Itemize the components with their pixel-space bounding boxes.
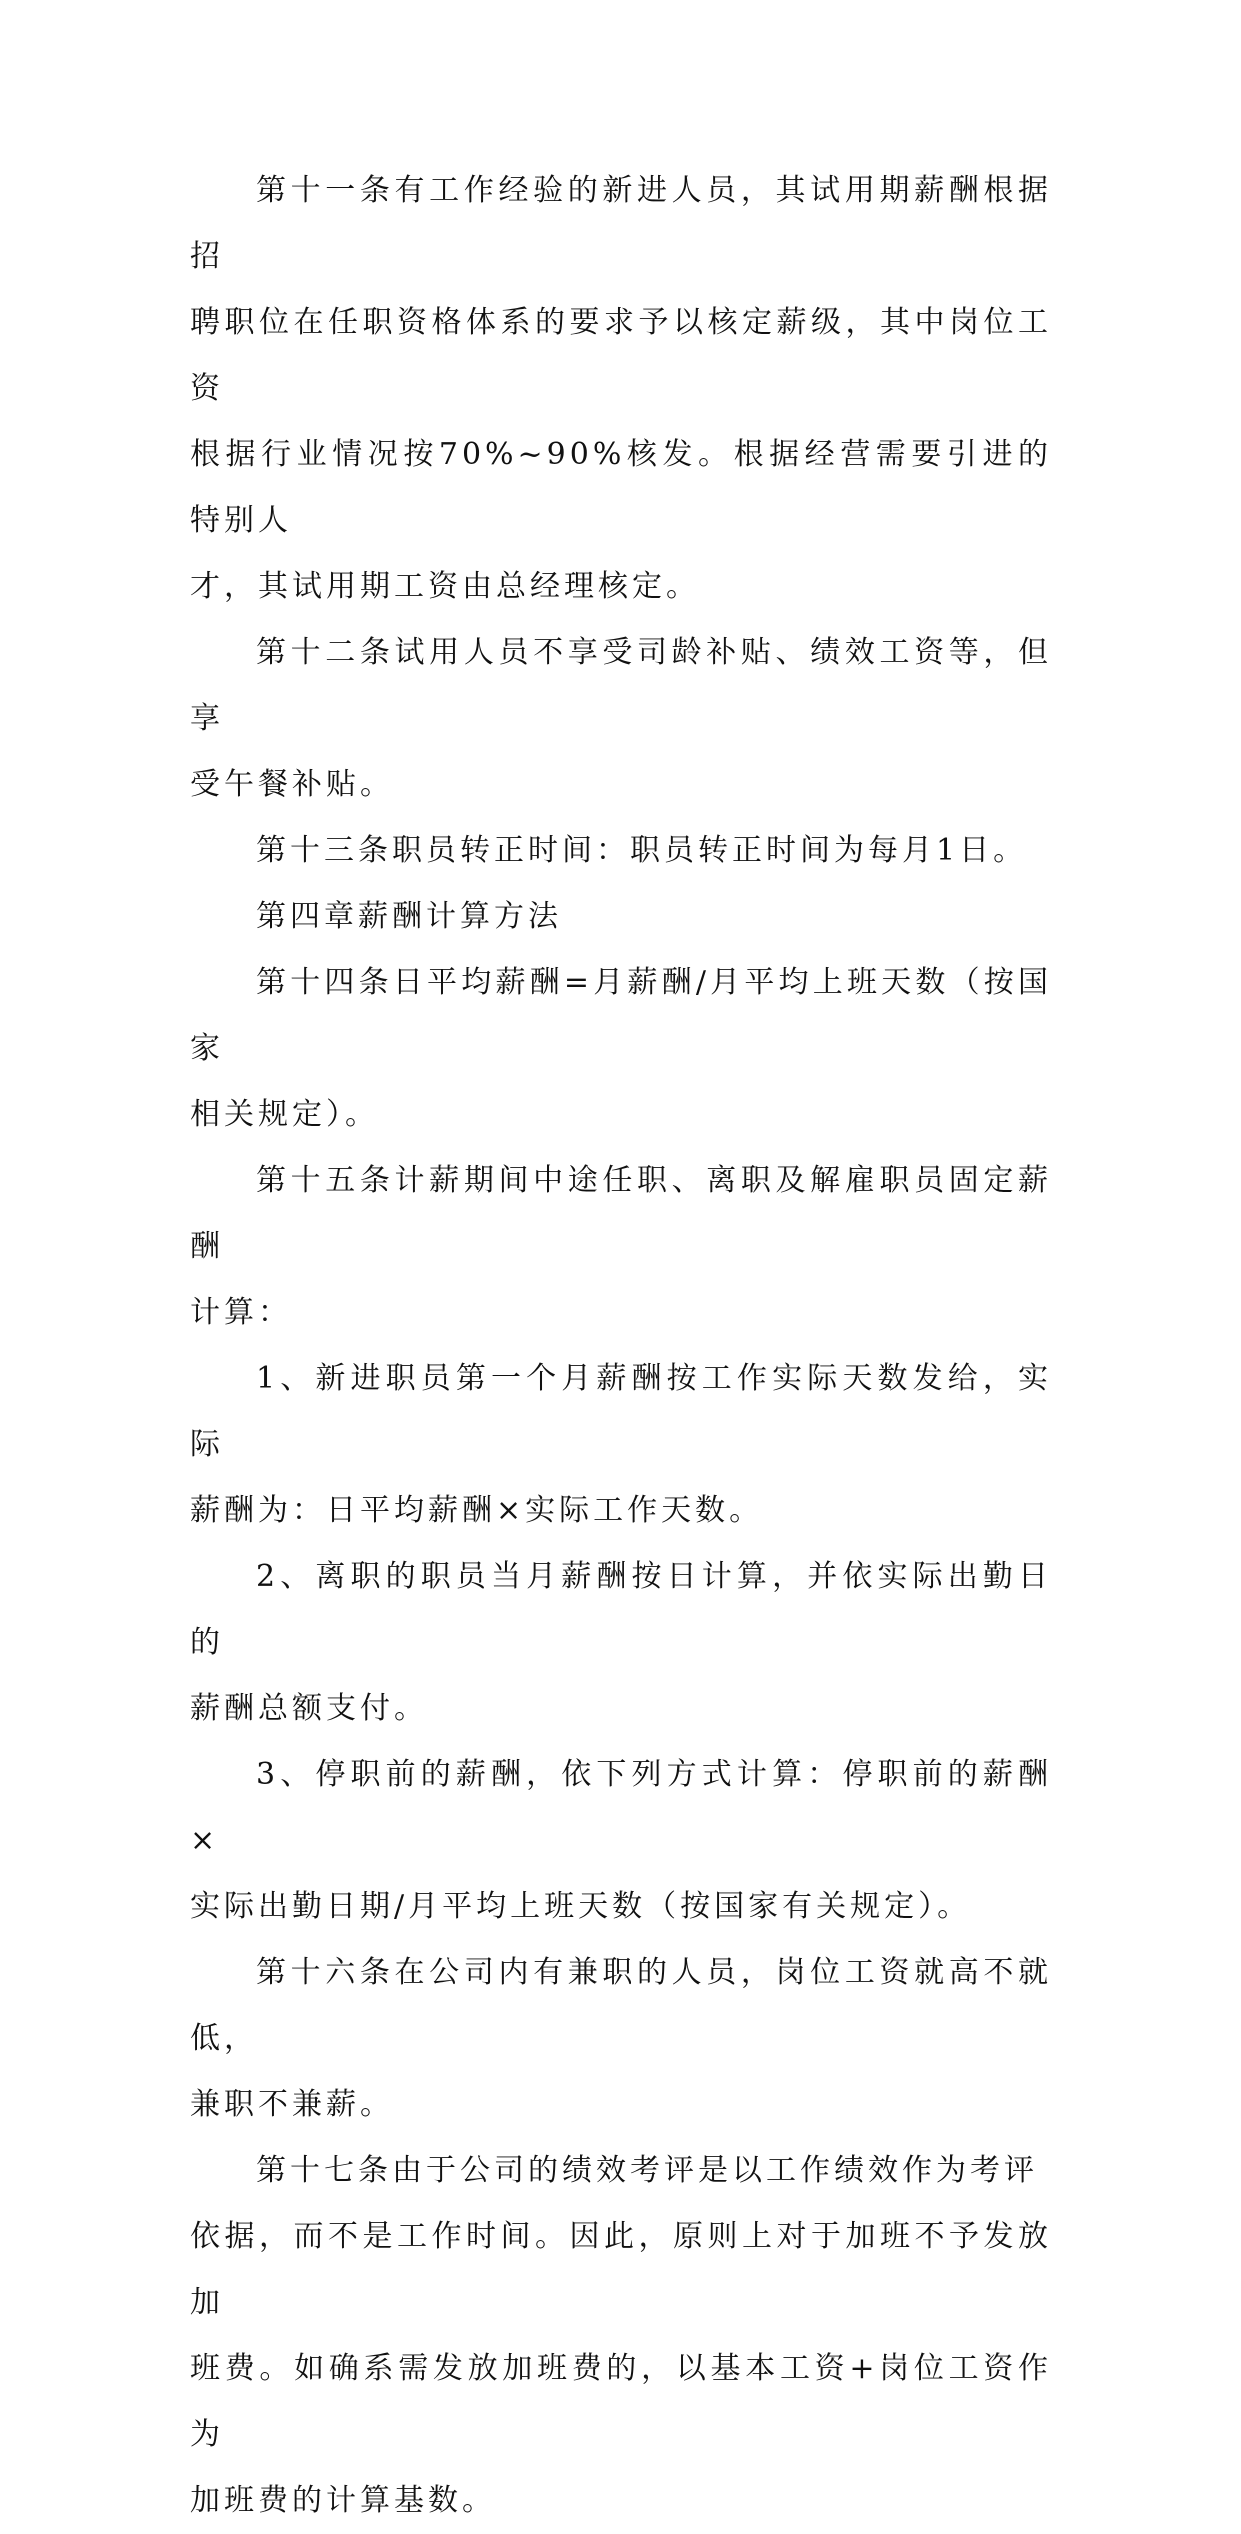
paragraph-article-17: 第十七条由于公司的绩效考评是以工作绩效作为考评 依据，而不是工作时间。因此，原则上对于加班不予发放加 班费。如确系需发放加班费的，以基本工资+岗位工资作为 加班费的计算基数。 <box>190 2153 1052 2518</box>
list-item-2: 2、离职的职员当月薪酬按日计算，并依实际出勤日的 薪酬总额支付。 <box>190 1559 1052 1726</box>
paragraph-article-15: 第十五条计薪期间中途任职、离职及解雇职员固定薪酬 计算： <box>190 1163 1052 1330</box>
paragraph-article-11: 第十一条有工作经验的新进人员，其试用期薪酬根据招 聘职位在任职资格体系的要求予以核定薪级，其中岗位工资 根据行业情况按70%~90%核发。根据经营需要引进的特别人 才，其试用期工资由总经理核定。 <box>190 173 1052 604</box>
chapter-heading-4: 第四章薪酬计算方法 <box>256 899 562 934</box>
list-item-3: 3、停职前的薪酬，依下列方式计算：停职前的薪酬× 实际出勤日期/月平均上班天数（按国家有关规定）。 <box>190 1757 1052 1924</box>
document-body <box>190 158 1052 2534</box>
paragraph-article-14: 第十四条日平均薪酬=月薪酬/月平均上班天数（按国家 相关规定）。 <box>190 965 1052 1132</box>
list-item-1: 1、新进职员第一个月薪酬按工作实际天数发给，实际 薪酬为：日平均薪酬×实际工作天数。 <box>190 1361 1052 1528</box>
paragraph-article-16: 第十六条在公司内有兼职的人员，岗位工资就高不就低， 兼职不兼薪。 <box>190 1955 1052 2122</box>
paragraph-article-13: 第十三条职员转正时间：职员转正时间为每月1日。 <box>256 833 1028 868</box>
paragraph-article-12: 第十二条试用人员不享受司龄补贴、绩效工资等，但享 受午餐补贴。 <box>190 635 1052 802</box>
